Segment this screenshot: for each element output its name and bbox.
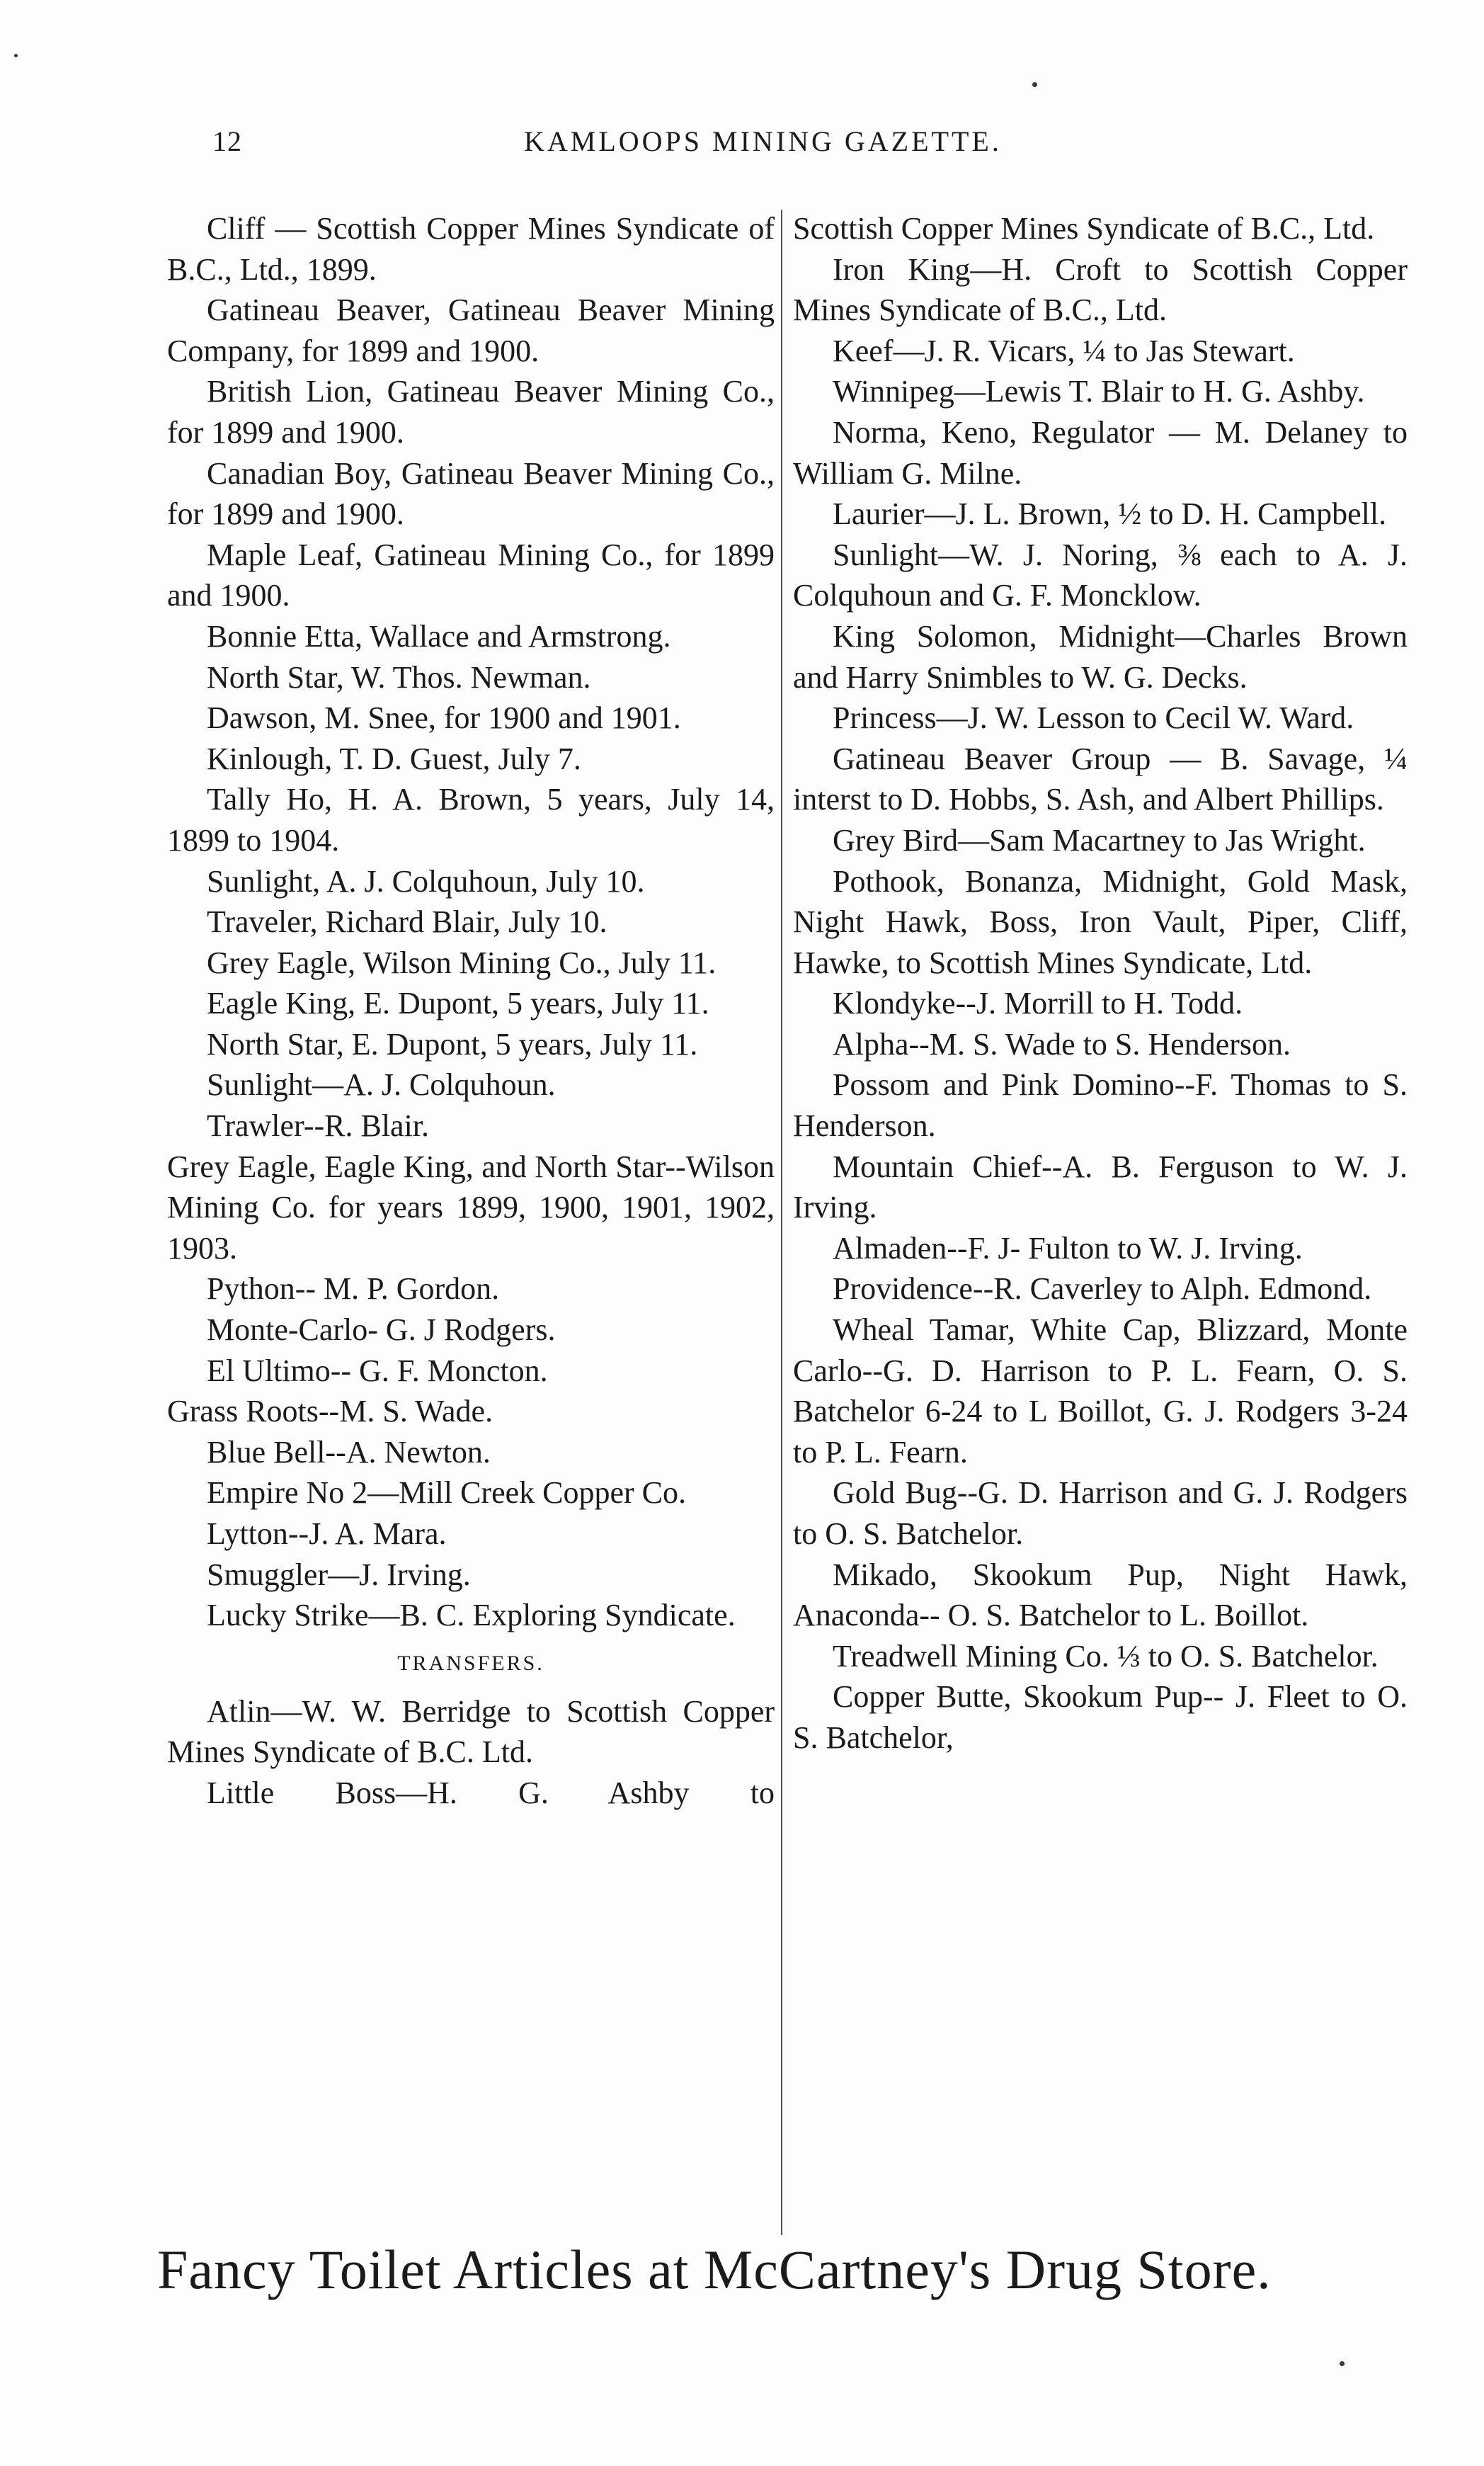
record-entry: El Ultimo-- G. F. Moncton.	[207, 1353, 548, 1388]
transfer-entry: Norma, Keno, Regulator — M. Delaney to William G. Milne.	[793, 414, 1408, 491]
footer-advertisement: Fancy Toilet Articles at McCartney's Drug Store.	[157, 2239, 1272, 2300]
record-entry: Sunlight—A. J. Colquhoun.	[207, 1067, 556, 1103]
transfer-entry: King Solomon, Midnight—Charles Brown and Harry Snimbles to W. G. Decks.	[793, 618, 1408, 695]
right-column	[793, 208, 1408, 2227]
print-speck	[1340, 2361, 1345, 2366]
transfer-entry: Wheal Tamar, White Cap, Blizzard, Monte Carlo--G. D. Harrison to P. L. Fearn, O. S. Batchelor 6-24 to L Boillot, G. J. Rodgers 3-24 to P. L. Fearn.	[793, 1312, 1408, 1470]
page-number: 12	[212, 125, 242, 157]
transfer-entry: Keef—J. R. Vicars, ¼ to Jas Stewart.	[833, 333, 1295, 368]
column-rule	[781, 210, 782, 2235]
print-speck	[1032, 82, 1037, 87]
record-entry: Grass Roots--M. S. Wade.	[167, 1394, 493, 1429]
record-entry: North Star, E. Dupont, 5 years, July 11.	[207, 1026, 698, 1062]
record-entry: British Lion, Gatineau Beaver Mining Co., for 1899 and 1900.	[167, 374, 775, 450]
transfer-entry: Gold Bug--G. D. Harrison and G. J. Rodgers to O. S. Batchelor.	[793, 1475, 1408, 1551]
transfer-entry: Laurier—J. L. Brown, ½ to D. H. Campbell.	[833, 496, 1387, 532]
record-entry: Monte-Carlo- G. J Rodgers.	[207, 1312, 556, 1348]
record-entry: North Star, W. Thos. Newman.	[207, 659, 591, 695]
record-entry: Tally Ho, H. A. Brown, 5 years, July 14, 1899 to 1904.	[167, 782, 775, 858]
record-entry: Cliff — Scottish Copper Mines Syndicate of B.C., Ltd., 1899.	[167, 211, 775, 287]
transfer-entry: Little Boss—H. G. Ashby to	[207, 1775, 775, 1810]
record-entry: Blue Bell--A. Newton.	[207, 1434, 491, 1470]
transfer-entry: Iron King—H. Croft to Scottish Copper Mines Syndicate of B.C., Ltd.	[793, 251, 1408, 328]
record-entry: Empire No 2—Mill Creek Copper Co.	[207, 1475, 687, 1511]
running-title: KAMLOOPS MINING GAZETTE.	[524, 125, 1002, 157]
transfer-entry: Atlin—W. W. Berridge to Scottish Copper Mines Syndicate of B.C. Ltd.	[167, 1693, 775, 1770]
transfer-entry: Mikado, Skookum Pup, Night Hawk, Anaconda-- O. S. Batchelor to L. Boillot.	[793, 1557, 1408, 1633]
transfers-heading: TRANSFERS.	[397, 1651, 544, 1675]
record-entry: Traveler, Richard Blair, July 10.	[207, 904, 607, 940]
print-speck	[14, 54, 18, 57]
transfer-entry: Winnipeg—Lewis T. Blair to H. G. Ashby.	[833, 374, 1365, 409]
record-entry: Grey Eagle, Eagle King, and North Star--Wilson Mining Co. for years 1899, 1900, 1901, 1902, 1903.	[167, 1149, 775, 1266]
record-entry: Lucky Strike—B. C. Exploring Syndicate.	[207, 1598, 736, 1633]
left-column	[167, 208, 775, 2227]
record-entry: Trawler--R. Blair.	[207, 1108, 430, 1144]
record-entry: Canadian Boy, Gatineau Beaver Mining Co., for 1899 and 1900.	[167, 455, 775, 532]
transfer-entry: Copper Butte, Skookum Pup-- J. Fleet to O. S. Batchelor,	[793, 1679, 1408, 1755]
transfer-entry: Scottish Copper Mines Syndicate of B.C., Ltd.	[793, 211, 1375, 246]
transfer-entry: Pothook, Bonanza, Midnight, Gold Mask, Night Hawk, Boss, Iron Vault, Piper, Cliff, Hawke, to Scottish Mines Syndicate, Ltd.	[793, 863, 1408, 980]
record-entry: Grey Eagle, Wilson Mining Co., July 11.	[207, 945, 717, 980]
record-entry: Bonnie Etta, Wallace and Armstrong.	[207, 618, 671, 654]
transfer-entry: Mountain Chief--A. B. Ferguson to W. J. Irving.	[793, 1149, 1408, 1225]
record-entry: Lytton--J. A. Mara.	[207, 1516, 447, 1551]
record-entry: Kinlough, T. D. Guest, July 7.	[207, 741, 581, 776]
transfer-entry: Alpha--M. S. Wade to S. Henderson.	[833, 1026, 1291, 1062]
transfer-entry: Providence--R. Caverley to Alph. Edmond.	[833, 1271, 1372, 1307]
transfer-entry: Grey Bird—Sam Macartney to Jas Wright.	[833, 822, 1366, 858]
transfer-entry: Treadwell Mining Co. ⅓ to O. S. Batchelor.	[833, 1638, 1379, 1674]
transfer-entry: Sunlight—W. J. Noring, ⅜ each to A. J. Colquhoun and G. F. Moncklow.	[793, 537, 1408, 613]
record-entry: Maple Leaf, Gatineau Mining Co., for 1899 and 1900.	[167, 537, 775, 613]
transfer-entry: Gatineau Beaver Group — B. Savage, ¼ interst to D. Hobbs, S. Ash, and Albert Phillips.	[793, 741, 1408, 817]
transfer-entry: Klondyke--J. Morrill to H. Todd.	[833, 986, 1243, 1021]
transfer-entry: Princess—J. W. Lesson to Cecil W. Ward.	[833, 700, 1354, 736]
record-entry: Eagle King, E. Dupont, 5 years, July 11.	[207, 986, 709, 1021]
transfer-entry: Possom and Pink Domino--F. Thomas to S. Henderson.	[793, 1067, 1408, 1144]
record-entry: Sunlight, A. J. Colquhoun, July 10.	[207, 863, 645, 899]
page-header	[0, 125, 1484, 167]
record-entry: Smuggler—J. Irving.	[207, 1557, 471, 1592]
record-entry: Dawson, M. Snee, for 1900 and 1901.	[207, 700, 681, 736]
transfer-entry: Almaden--F. J- Fulton to W. J. Irving.	[833, 1230, 1303, 1266]
record-entry: Gatineau Beaver, Gatineau Beaver Mining Company, for 1899 and 1900.	[167, 292, 775, 368]
record-entry: Python-- M. P. Gordon.	[207, 1271, 500, 1307]
